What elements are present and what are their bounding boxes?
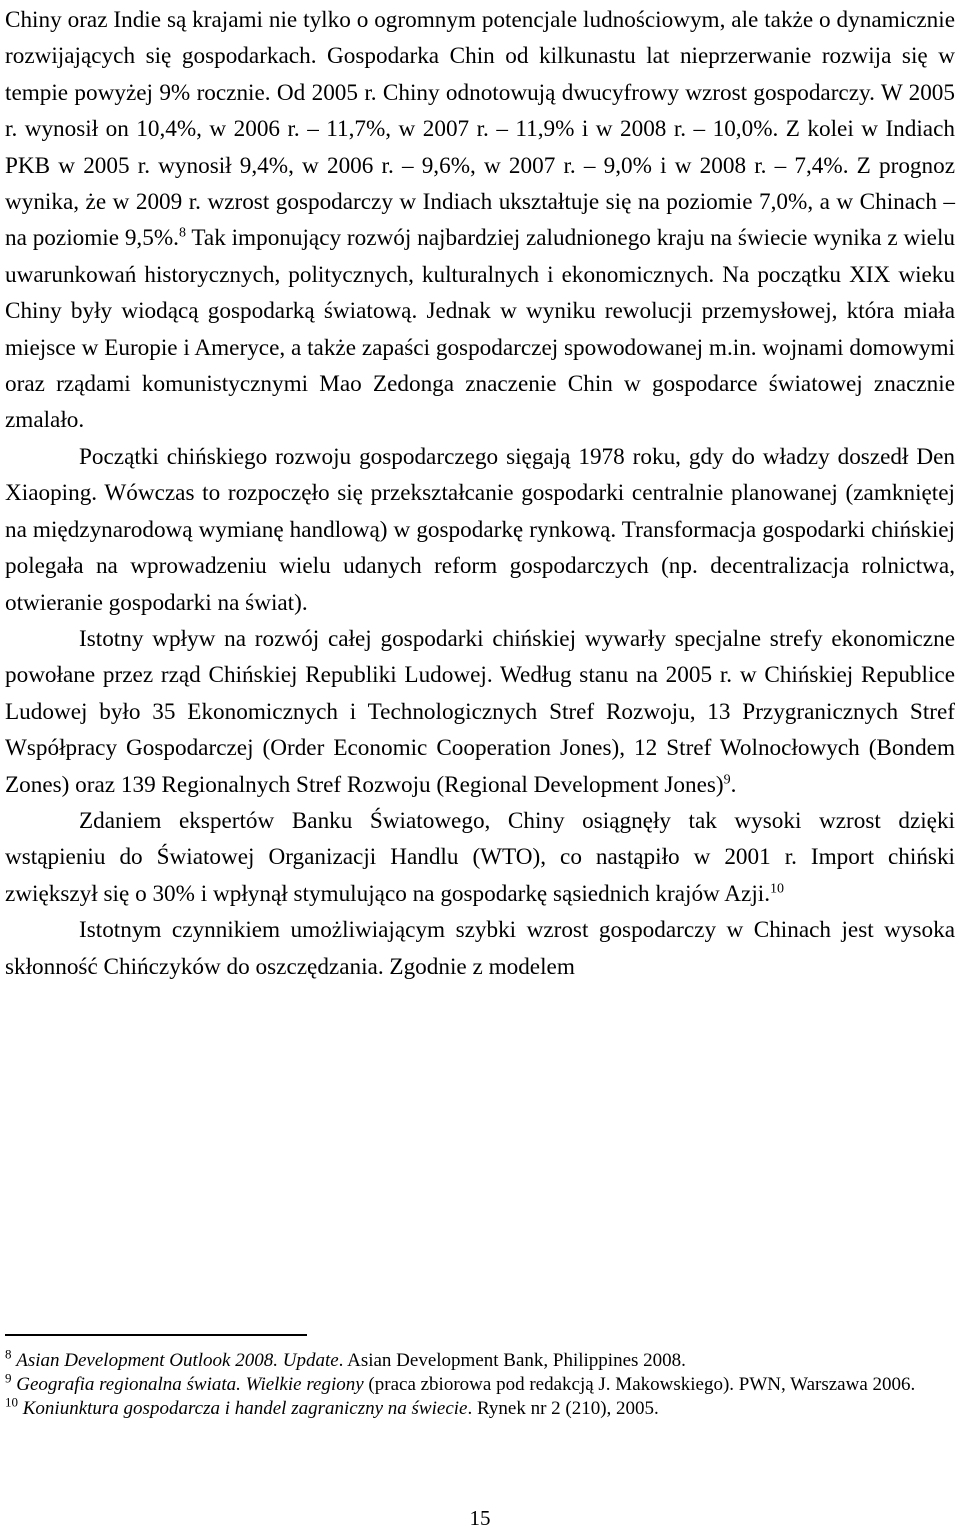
footnote-10 <box>5 1394 955 1421</box>
footnote-number: 8 <box>5 1346 12 1362</box>
footnote-rest: . Rynek nr 2 (210), 2005. <box>467 1398 659 1419</box>
footnote-separator <box>5 1334 307 1336</box>
paragraph-3-tail: . <box>730 771 737 798</box>
footnote-8 <box>5 1346 955 1373</box>
paragraph-1-text: Chiny oraz Indie są krajami nie tylko o ogromnym potencjale ludnościowym, ale także o dynamicznie rozwijających się gospodarkach. Gospodarka Chin od kilkunastu lat nieprzerwanie rozwija się w tempie powyżej 9% rocznie. Od 2005 r. Chiny odnotowują dwucyfrowy wzrost gospodarczy. W 2005 r. wynosił on 10,4%, w 2006 r. – 11,7%, w 2007 r. – 11,9% i w 2008 r. – 10,0%. Z kolei w Indiach PKB w 2005 r. wynosił 9,4%, w 2006 r. – 9,6%, w 2007 r. – 9,0% i w 2008 r. – 7,4%. Z prognoz wynika, że w 2009 r. wzrost gospodarczy w Indiach ukształtuje się na poziomie 7,0%, a w Chinach – na poziomie 9,5%. <box>5 7 955 252</box>
footnote-9 <box>5 1370 955 1397</box>
footnote-number: 9 <box>5 1370 12 1386</box>
footnote-ref-10: 10 <box>770 881 785 897</box>
footnote-ref-8: 8 <box>178 225 186 241</box>
body-text <box>5 2 955 985</box>
footnote-title: Geografia regionalna świata. Wielkie regiony <box>16 1374 364 1395</box>
footnote-title: Asian Development Outlook 2008. Update <box>16 1350 339 1371</box>
paragraph-5: Istotnym czynnikiem umożliwiającym szybki wzrost gospodarczy w Chinach jest wysoka skłonność Chińczyków do oszczędzania. Zgodnie z modelem <box>5 917 955 980</box>
paragraph-3 <box>5 621 955 803</box>
paragraph-3-text: Istotny wpływ na rozwój całej gospodarki chińskiej wywarły specjalne strefy ekonomiczne powołane przez rząd Chińskiej Republiki Ludowej. Według stanu na 2005 r. w Chińskiej Republice Ludowej było 35 Ekonomicznych i Technologicznych Stref Rozwoju, 13 Przygranicznych Stref Współpracy Gospodarczej (Order Economic Cooperation Jones), 12 Stref Wolnocłowych (Bondem Zones) oraz 139 Regionalnych Stref Rozwoju (Regional Development Jones) <box>5 625 955 798</box>
paragraph-4 <box>5 803 955 912</box>
paragraph-1 <box>5 2 955 439</box>
footnote-ref-9: 9 <box>723 771 731 787</box>
page-number: 15 <box>469 1506 491 1530</box>
footnote-rest: . Asian Development Bank, Philippines 2008. <box>338 1350 686 1371</box>
footnote-number: 10 <box>5 1394 18 1410</box>
footnote-title: Koniunktura gospodarcza i handel zagraniczny na świecie <box>22 1398 468 1419</box>
paragraph-2: Początki chińskiego rozwoju gospodarczego sięgają 1978 roku, gdy do władzy doszedł Den Xiaoping. Wówczas to rozpoczęło się przekształcanie gospodarki centralnie planowanej (zamkniętej na międzynarodową wymianę handlową) w gospodarkę rynkową. Transformacja gospodarki chińskiej polegała na wprowadzeniu wielu udanych reform gospodarczych (np. decentralizacja rolnictwa, otwieranie gospodarki na świat). <box>5 443 955 616</box>
paragraph-4-text: Zdaniem ekspertów Banku Światowego, Chiny osiągnęły tak wysoki wzrost dzięki wstąpieniu do Światowej Organizacji Handlu (WTO), co nastąpiło w 2001 r. Import chiński zwiększył się o 30% i wpłynął stymulująco na gospodarkę sąsiednich krajów Azji. <box>5 807 955 907</box>
footnotes <box>5 1346 955 1421</box>
footnote-rest: (praca zbiorowa pod redakcją J. Makowskiego). PWN, Warszawa 2006. <box>363 1374 916 1395</box>
paragraph-1-continuation: Tak imponujący rozwój najbardziej zaludnionego kraju na świecie wynika z wielu uwarunkowań historycznych, politycznych, kulturalnych i ekonomicznych. Na początku XIX wieku Chiny były wiodącą gospodarką światową. Jednak w wyniku rewolucji przemysłowej, która miała miejsce w Europie i Ameryce, a także zapaści gospodarczej spowodowanej m.in. wojnami domowymi oraz rządami komunistycznymi Mao Zedonga znaczenie Chin w gospodarce światowej znacznie zmalało. <box>5 225 955 434</box>
